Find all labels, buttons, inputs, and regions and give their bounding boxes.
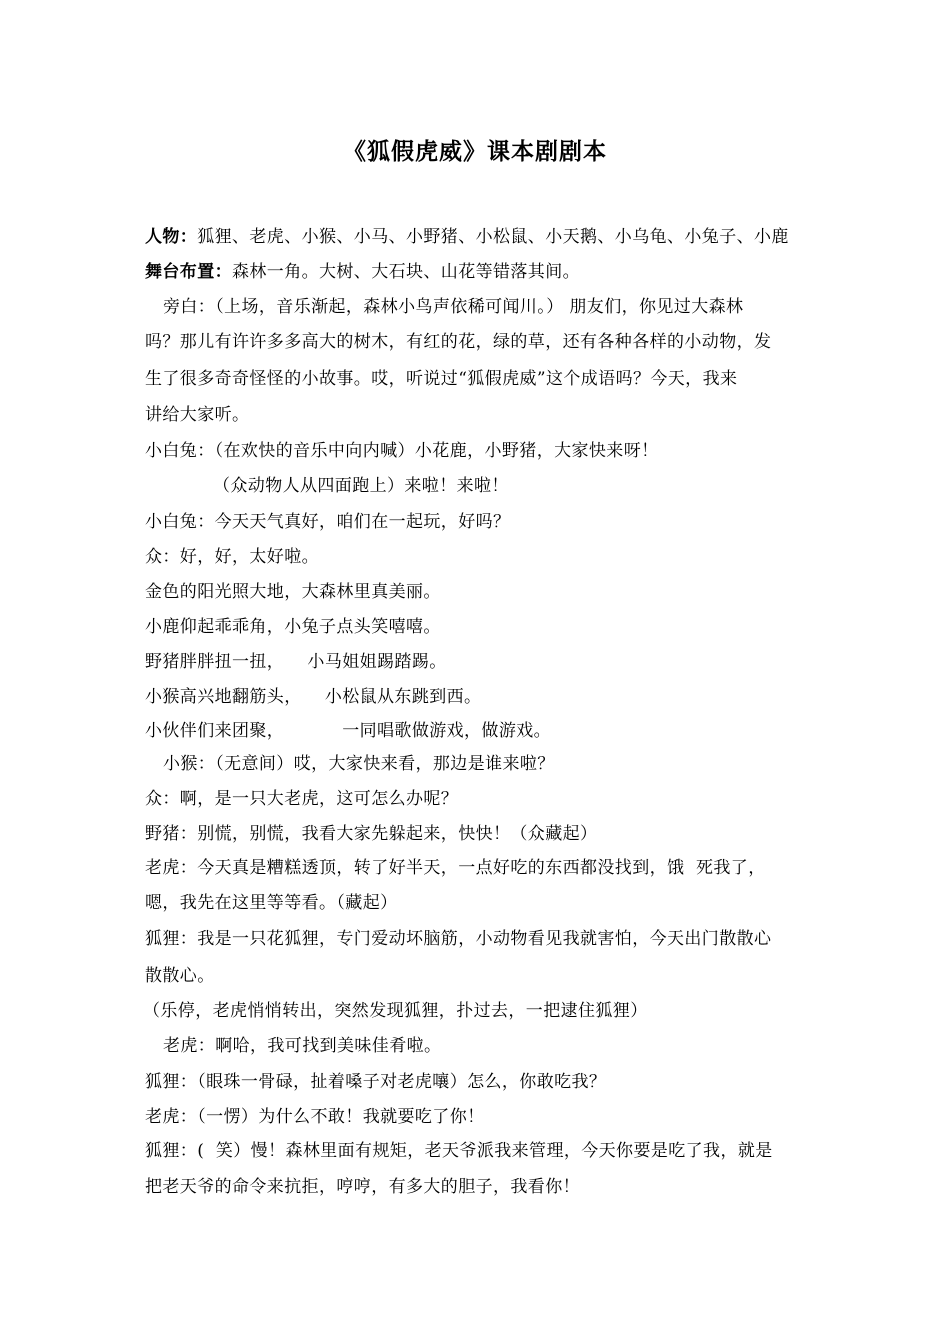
script-line: 嗯，我先在这里等等看。（藏起） <box>145 893 398 913</box>
characters-label: 人物： <box>145 227 198 247</box>
script-line: 狐狸：( 笑）慢！森林里面有规矩，老天爷派我来管理，今天你要是吃了我，就是 <box>145 1141 773 1161</box>
script-line: 把老天爷的命令来抗拒，哼哼，有多大的胆子，我看你！ <box>145 1177 580 1197</box>
script-line: 小猴高兴地翻筋头， 小松鼠从东跳到西。 <box>145 687 482 707</box>
characters-text: 狐狸、老虎、小猴、小马、小野猪、小松鼠、小天鹅、小乌龟、小兔子、小鹿 <box>197 227 789 247</box>
script-line: 小白兔：今天天气真好，咱们在一起玩，好吗？ <box>145 512 511 532</box>
script-line: 金色的阳光照大地，大森林里真美丽。 <box>145 582 441 602</box>
script-line: 老虎：今天真是糟糕透顶，转了好半天，一点好吃的东西都没找到，饿 死我了， <box>145 858 766 878</box>
script-line: 众：啊，是一只大老虎，这可怎么办呢？ <box>145 789 459 809</box>
script-line: 生了很多奇奇怪怪的小故事。哎，听说过“狐假虎威”这个成语吗？今天，我来 <box>145 369 738 389</box>
script-line: （乐停，老虎悄悄转出，突然发现狐狸，扑过去，一把逮住狐狸） <box>143 1001 648 1021</box>
script-line: 小鹿仰起乖乖角，小兔子点头笑嘻嘻。 <box>145 617 441 637</box>
script-line: 野猪：别慌，别慌，我看大家先躲起来，快快！（众藏起） <box>145 824 598 844</box>
script-line: 小猴：（无意间）哎，大家快来看，那边是谁来啦？ <box>163 754 555 774</box>
characters-line <box>145 222 810 247</box>
page-title: 《狐假虎威》课本剧剧本 <box>343 139 607 165</box>
script-line: 老虎：（一愣）为什么不敢！我就要吃了你！ <box>145 1107 485 1127</box>
script-line: 野猪胖胖扭一扭， 小马姐姐踢踏踢。 <box>145 652 447 672</box>
script-line: 众：好，好，太好啦。 <box>145 547 319 567</box>
script-line: 讲给大家听。 <box>145 405 250 425</box>
script-line: 小伙伴们来团聚， 一同唱歌做游戏，做游戏。 <box>145 721 552 741</box>
stage-text: 森林一角。大树、大石块、山花等错落其间。 <box>232 262 580 282</box>
script-line: （众动物人从四面跑上）来啦！来啦！ <box>213 476 509 496</box>
script-line: 散散心。 <box>145 966 215 986</box>
script-line: 狐狸：（眼珠一骨碌，扯着嗓子对老虎嚷）怎么，你敢吃我？ <box>145 1072 607 1092</box>
script-line: 吗？那儿有许许多多高大的树木，有红的花，绿的草，还有各种各样的小动物，发 <box>145 332 772 352</box>
stage-label: 舞台布置： <box>145 262 232 282</box>
script-line: 狐狸：我是一只花狐狸，专门爱动坏脑筋，小动物看见我就害怕，今天出门散散心 <box>145 929 772 949</box>
script-line: 老虎：啊哈，我可找到美味佳肴啦。 <box>163 1036 442 1056</box>
script-line: 旁白：（上场，音乐渐起，森林小鸟声依稀可闻川。） 朋友们，你见过大森林 <box>163 297 744 317</box>
stage-line <box>145 257 810 282</box>
script-line: 小白兔：（在欢快的音乐中向内喊）小花鹿，小野猪，大家快来呀！ <box>145 441 659 461</box>
